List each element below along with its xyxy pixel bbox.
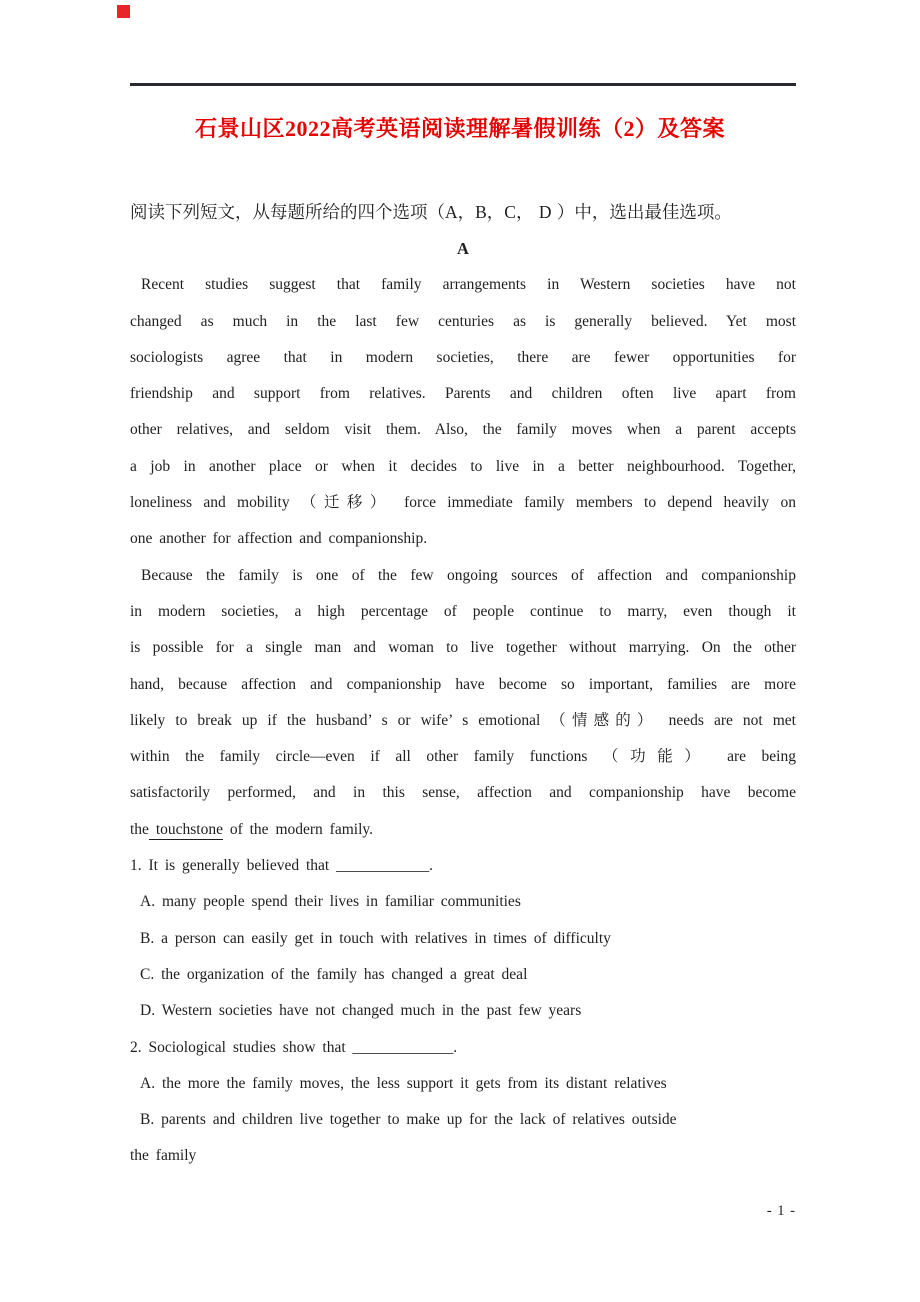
instructions-text: 阅读下列短文，从每题所给的四个选项（A，B，C， D ）中，选出最佳选项。	[130, 202, 732, 222]
passage-paragraph-1	[130, 267, 796, 557]
passage-line: Recent studies suggest that family arrangements in Western societies have not	[141, 276, 796, 294]
page-number: - 1 -	[766, 1203, 796, 1219]
passage-line: a job in another place or when it decides to live in a better neighbourhood. Together,	[130, 457, 796, 475]
header-divider-line	[130, 83, 796, 86]
red-square-marker-icon	[117, 5, 130, 18]
passage-line: friendship and support from relatives. Parents and children often live apart from	[130, 385, 796, 403]
passage-line: other relatives, and seldom visit them. Also, the family moves when a parent accepts	[130, 421, 796, 439]
passage-line: changed as much in the last few centuries as is generally believed. Yet most	[130, 312, 796, 330]
text-after-underline: of the modern family.	[222, 820, 373, 838]
text-before-underline: the	[130, 820, 149, 838]
document-title: 石景山区2022高考英语阅读理解暑假训练（2）及答案	[194, 116, 725, 141]
question-2-option-b: B. parents and children live together to make up for the lack of relatives outside	[140, 1111, 677, 1129]
passage-line: Because the family is one of the few ongoing sources of affection and companionship	[141, 566, 796, 584]
question-1-option-c: C. the organization of the family has changed a great deal	[140, 965, 528, 983]
passage-line: hand, because affection and companionship have become so important, families are more	[130, 675, 796, 693]
passage-line: likely to break up if the husband’ s or wife’ s emotional （情感的） needs are not met	[130, 711, 796, 729]
passage-line: one another for affection and companionship.	[130, 530, 428, 548]
question-1-option-d: D. Western societies have not changed much in the past few years	[140, 1002, 582, 1020]
passage-line: within the family circle—even if all other family functions （功能） are being	[130, 748, 796, 766]
question-2	[130, 1030, 796, 1175]
passage-line: in modern societies, a high percentage of people continue to marry, even though it	[130, 602, 796, 620]
passage-line: sociologists agree that in modern societies, there are fewer opportunities for	[130, 348, 796, 366]
section-label: A	[457, 239, 469, 258]
document-body	[130, 194, 796, 1175]
question-1-stem: 1. It is generally believed that ____________.	[130, 857, 433, 875]
underlined-word-touchstone: touchstone	[148, 820, 223, 838]
passage-paragraph-2	[130, 558, 796, 848]
question-1	[130, 848, 796, 1029]
question-1-option-a: A. many people spend their lives in familiar communities	[140, 893, 521, 911]
passage-line: loneliness and mobility （迁移） force immediate family members to depend heavily on	[130, 494, 796, 512]
question-2-option-b-continuation: the family	[130, 1147, 197, 1165]
question-1-option-b: B. a person can easily get in touch with relatives in times of difficulty	[140, 929, 611, 947]
passage-line-with-underline	[130, 812, 796, 848]
passage-line: satisfactorily performed, and in this sense, affection and companionship have become	[130, 784, 796, 802]
question-2-stem: 2. Sociological studies show that _____________.	[130, 1038, 458, 1056]
question-2-option-a: A. the more the family moves, the less support it gets from its distant relatives	[140, 1074, 667, 1092]
passage-line: is possible for a single man and woman to live together without marrying. On the other	[130, 639, 796, 657]
